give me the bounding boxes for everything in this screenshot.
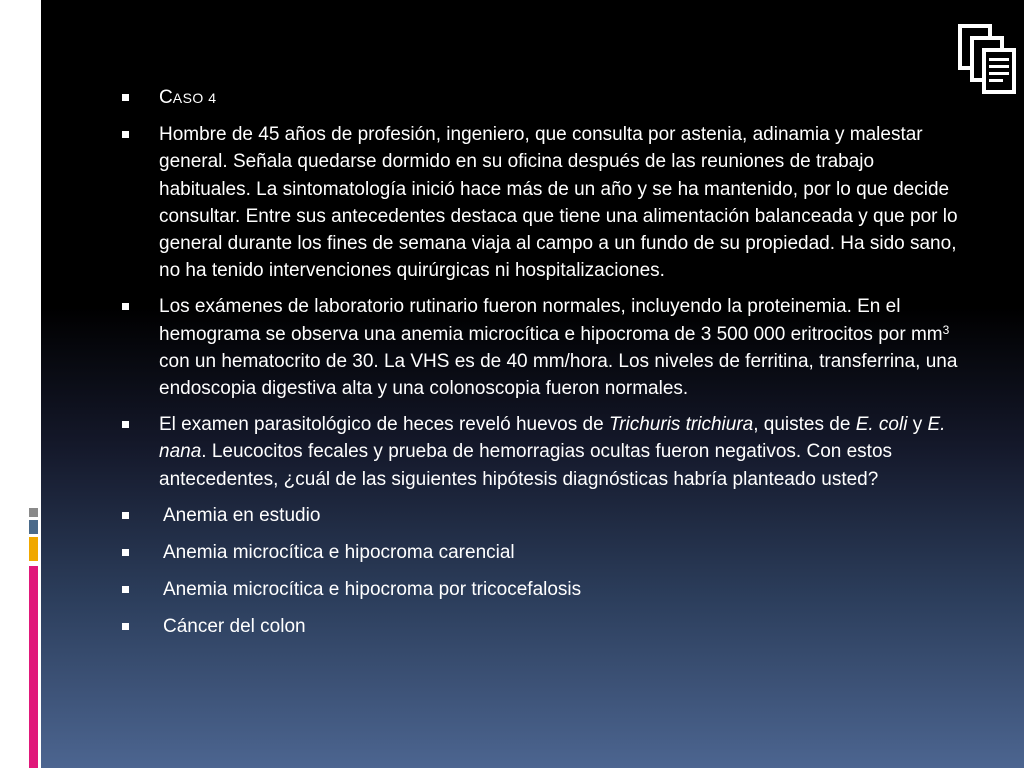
bullet-icon — [122, 131, 129, 138]
answer-option: Cáncer del colon — [118, 613, 968, 640]
accent-bar-blue — [29, 520, 38, 534]
bullet-icon — [122, 94, 129, 101]
answer-option: Anemia en estudio — [118, 502, 968, 529]
accent-bar-orange — [29, 537, 38, 561]
bullet-icon — [122, 549, 129, 556]
bullet-icon — [122, 586, 129, 593]
parasitology-results: El examen parasitológico de heces reveló huevos de Trichuris trichiura, quistes de E. coli y E. nana. Leucocitos fecales y prueba de hemorragias ocultas fueron negativos. Con estos antecedentes, ¿cuál de las siguientes hipótesis diagnósticas habría planteado usted? — [118, 411, 968, 493]
answer-option: Anemia microcítica e hipocroma por tricocefalosis — [118, 576, 968, 603]
bullet-icon — [122, 421, 129, 428]
bullet-icon — [122, 303, 129, 310]
slide-content — [118, 84, 968, 651]
case-title: CASO 4 — [118, 84, 968, 112]
bullet-icon — [122, 623, 129, 630]
accent-bar-gray — [29, 508, 38, 517]
left-margin — [0, 0, 41, 768]
accent-bar-magenta — [29, 566, 38, 768]
case-description: Hombre de 45 años de profesión, ingeniero, que consulta por astenia, adinamia y malestar general. Señala quedarse dormido en su oficina después de las reuniones de trabajo habituales. La sintomatología inició hace más de un año y se ha mantenido, por lo que decide consultar. Entre sus antecedentes destaca que tiene una alimentación balanceada y que por lo general durante los fines de semana viaja al campo a un fundo de su propiedad. Ha sido sano, no ha tenido intervenciones quirúrgicas ni hospitalizaciones. — [118, 121, 968, 284]
bullet-icon — [122, 512, 129, 519]
lab-results: Los exámenes de laboratorio rutinario fueron normales, incluyendo la proteinemia. En el hemograma se observa una anemia microcítica e hipocroma de 3 500 000 eritrocitos por $mm^3$ con un hematocrito de 30. La VHS es de 40 mm/hora. Los niveles de ferritina, transferrina, una endoscopia digestiva alta y una colonoscopia fueron normales. — [118, 293, 968, 402]
answer-option: Anemia microcítica e hipocroma carencial — [118, 539, 968, 566]
